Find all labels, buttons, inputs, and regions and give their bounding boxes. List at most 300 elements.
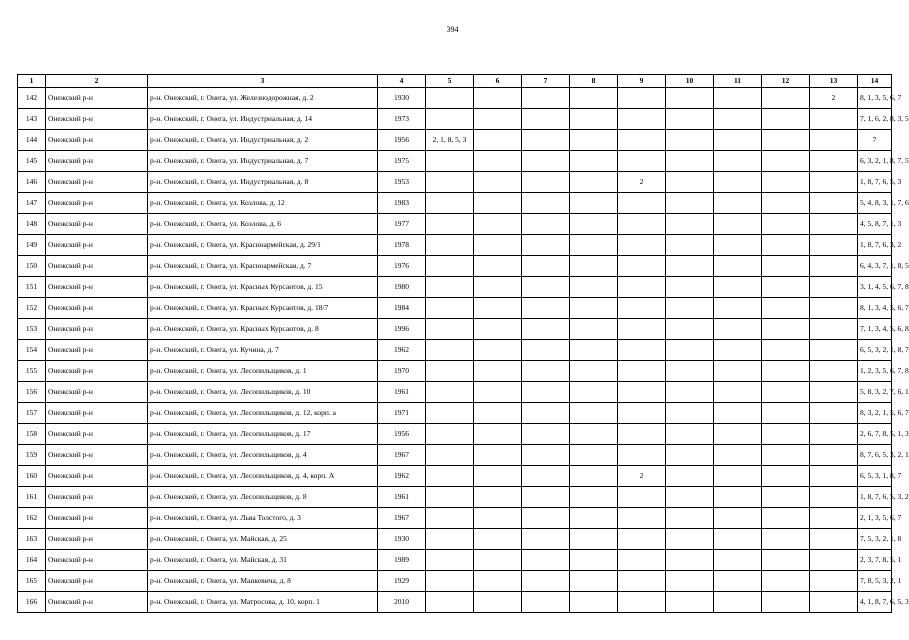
- table-cell-col-8: [570, 109, 618, 130]
- table-cell-col-2: Онежский р-н: [46, 277, 148, 298]
- table-cell-col-14: 1, 8, 7, 6, 5, 3, 2: [858, 487, 892, 508]
- table-cell-col-6: [474, 172, 522, 193]
- table-cell-col-4: 1983: [378, 193, 426, 214]
- table-cell-col-11: [714, 277, 762, 298]
- table-cell-col-7: [522, 256, 570, 277]
- table-cell-col-9: 2: [618, 172, 666, 193]
- table-cell-col-1: 143: [18, 109, 46, 130]
- table-cell-col-13: [810, 592, 858, 613]
- table-cell-col-9: [618, 487, 666, 508]
- table-cell-col-3: р-н. Онежский, г. Онега, ул. Индустриальная, д. 14: [148, 109, 378, 130]
- table-row: [18, 424, 892, 445]
- table-cell-col-9: [618, 193, 666, 214]
- table-row: [18, 298, 892, 319]
- table-cell-col-10: [666, 151, 714, 172]
- table-cell-col-7: [522, 487, 570, 508]
- table-cell-col-13: [810, 193, 858, 214]
- table-cell-col-13: [810, 172, 858, 193]
- table-cell-col-5: [426, 88, 474, 109]
- table-cell-col-12: [762, 151, 810, 172]
- table-cell-col-1: 165: [18, 571, 46, 592]
- table-cell-col-10: [666, 214, 714, 235]
- table-cell-col-4: 1975: [378, 151, 426, 172]
- table-cell-col-14: 2, 6, 7, 8, 5, 1, 3: [858, 424, 892, 445]
- table-row: [18, 214, 892, 235]
- table-cell-col-11: [714, 550, 762, 571]
- table-cell-col-13: 2: [810, 88, 858, 109]
- table-cell-col-12: [762, 382, 810, 403]
- table-cell-col-2: Онежский р-н: [46, 88, 148, 109]
- column-header: 1: [18, 75, 46, 88]
- table-cell-col-5: [426, 508, 474, 529]
- table-row: [18, 445, 892, 466]
- table-cell-col-3: р-н. Онежский, г. Онега, ул. Красных Курсантов, д. 8: [148, 319, 378, 340]
- table-cell-col-13: [810, 319, 858, 340]
- table-cell-col-11: [714, 382, 762, 403]
- table-cell-col-11: [714, 130, 762, 151]
- table-cell-col-12: [762, 319, 810, 340]
- table-cell-col-8: [570, 382, 618, 403]
- table-cell-col-9: [618, 88, 666, 109]
- table-cell-col-5: 2, 1, 8, 5, 3: [426, 130, 474, 151]
- table-cell-col-4: 1962: [378, 340, 426, 361]
- table-cell-col-10: [666, 529, 714, 550]
- column-header: 4: [378, 75, 426, 88]
- table-cell-col-8: [570, 130, 618, 151]
- table-cell-col-9: [618, 109, 666, 130]
- table-cell-col-5: [426, 319, 474, 340]
- table-cell-col-6: [474, 214, 522, 235]
- column-header: 12: [762, 75, 810, 88]
- table-cell-col-13: [810, 403, 858, 424]
- table-cell-col-7: [522, 277, 570, 298]
- table-cell-col-4: 1962: [378, 466, 426, 487]
- table-cell-col-10: [666, 340, 714, 361]
- table-cell-col-10: [666, 466, 714, 487]
- table-cell-col-6: [474, 235, 522, 256]
- table-cell-col-9: [618, 550, 666, 571]
- table-cell-col-7: [522, 403, 570, 424]
- table-cell-col-9: [618, 319, 666, 340]
- table-cell-col-4: 1970: [378, 361, 426, 382]
- table-cell-col-12: [762, 235, 810, 256]
- table-cell-col-7: [522, 235, 570, 256]
- table-cell-col-7: [522, 382, 570, 403]
- table-cell-col-8: [570, 592, 618, 613]
- table-cell-col-7: [522, 529, 570, 550]
- table-cell-col-5: [426, 193, 474, 214]
- table-cell-col-8: [570, 319, 618, 340]
- table-cell-col-2: Онежский р-н: [46, 151, 148, 172]
- table-cell-col-6: [474, 529, 522, 550]
- table-cell-col-10: [666, 88, 714, 109]
- table-cell-col-1: 150: [18, 256, 46, 277]
- table-cell-col-10: [666, 571, 714, 592]
- table-cell-col-2: Онежский р-н: [46, 508, 148, 529]
- table-cell-col-9: [618, 571, 666, 592]
- table-cell-col-10: [666, 592, 714, 613]
- table-cell-col-1: 148: [18, 214, 46, 235]
- table-cell-col-5: [426, 424, 474, 445]
- table-cell-col-2: Онежский р-н: [46, 424, 148, 445]
- table-cell-col-5: [426, 151, 474, 172]
- table-cell-col-7: [522, 508, 570, 529]
- table-cell-col-12: [762, 130, 810, 151]
- table-cell-col-8: [570, 361, 618, 382]
- table-cell-col-6: [474, 193, 522, 214]
- table-cell-col-1: 159: [18, 445, 46, 466]
- table-cell-col-12: [762, 193, 810, 214]
- table-cell-col-2: Онежский р-н: [46, 445, 148, 466]
- table-cell-col-13: [810, 550, 858, 571]
- table-cell-col-14: 8, 1, 3, 5, 6, 7: [858, 88, 892, 109]
- column-header: 8: [570, 75, 618, 88]
- table-cell-col-13: [810, 571, 858, 592]
- table-row: [18, 193, 892, 214]
- table-cell-col-14: 7, 5, 3, 2, 1, 8: [858, 529, 892, 550]
- table-cell-col-14: 2, 3, 7, 8, 5, 1: [858, 550, 892, 571]
- table-cell-col-3: р-н. Онежский, г. Онега, ул. Манкевича, д. 8: [148, 571, 378, 592]
- table-cell-col-6: [474, 550, 522, 571]
- table-cell-col-1: 152: [18, 298, 46, 319]
- table-cell-col-14: 8, 7, 6, 5, 3, 2, 1: [858, 445, 892, 466]
- table-cell-col-1: 158: [18, 424, 46, 445]
- table-cell-col-11: [714, 109, 762, 130]
- table-cell-col-12: [762, 214, 810, 235]
- table-cell-col-5: [426, 214, 474, 235]
- table-cell-col-3: р-н. Онежский, г. Онега, ул. Лесопильщиков, д. 10: [148, 382, 378, 403]
- table-cell-col-11: [714, 403, 762, 424]
- table-cell-col-9: [618, 382, 666, 403]
- column-header: 11: [714, 75, 762, 88]
- table-cell-col-10: [666, 445, 714, 466]
- table-cell-col-12: [762, 466, 810, 487]
- table-cell-col-6: [474, 298, 522, 319]
- table-cell-col-10: [666, 424, 714, 445]
- table-cell-col-2: Онежский р-н: [46, 319, 148, 340]
- table-cell-col-9: [618, 214, 666, 235]
- table-cell-col-14: 6, 3, 2, 1, 8, 7, 5: [858, 151, 892, 172]
- table-cell-col-12: [762, 592, 810, 613]
- table-cell-col-6: [474, 508, 522, 529]
- table-cell-col-3: р-н. Онежский, г. Онега, ул. Льва Толстого, д. 3: [148, 508, 378, 529]
- table-cell-col-13: [810, 151, 858, 172]
- table-cell-col-6: [474, 424, 522, 445]
- table-cell-col-13: [810, 235, 858, 256]
- table-cell-col-5: [426, 592, 474, 613]
- column-header: 2: [46, 75, 148, 88]
- table-cell-col-12: [762, 298, 810, 319]
- table-cell-col-13: [810, 508, 858, 529]
- table-cell-col-9: [618, 508, 666, 529]
- table-cell-col-7: [522, 592, 570, 613]
- table-cell-col-6: [474, 445, 522, 466]
- table-cell-col-13: [810, 277, 858, 298]
- table-cell-col-1: 145: [18, 151, 46, 172]
- table-cell-col-8: [570, 256, 618, 277]
- table-cell-col-2: Онежский р-н: [46, 109, 148, 130]
- column-header: 7: [522, 75, 570, 88]
- table-cell-col-9: [618, 130, 666, 151]
- table-cell-col-5: [426, 361, 474, 382]
- table-row: [18, 592, 892, 613]
- table-cell-col-14: 1, 2, 3, 5, 6, 7, 8: [858, 361, 892, 382]
- table-cell-col-2: Онежский р-н: [46, 298, 148, 319]
- table-cell-col-3: р-н. Онежский, г. Онега, ул. Лесопильщиков, д. 8: [148, 487, 378, 508]
- table-cell-col-7: [522, 130, 570, 151]
- table-cell-col-13: [810, 445, 858, 466]
- table-cell-col-12: [762, 172, 810, 193]
- table-cell-col-6: [474, 592, 522, 613]
- table-cell-col-12: [762, 424, 810, 445]
- table-cell-col-5: [426, 550, 474, 571]
- column-header: 9: [618, 75, 666, 88]
- table-row: [18, 88, 892, 109]
- table-cell-col-12: [762, 277, 810, 298]
- table-row: [18, 172, 892, 193]
- table-cell-col-2: Онежский р-н: [46, 361, 148, 382]
- table-cell-col-13: [810, 424, 858, 445]
- table-cell-col-3: р-н. Онежский, г. Онега, ул. Майская, д. 25: [148, 529, 378, 550]
- table-row: [18, 340, 892, 361]
- table-cell-col-11: [714, 151, 762, 172]
- table-cell-col-13: [810, 361, 858, 382]
- table-cell-col-12: [762, 550, 810, 571]
- table-cell-col-3: р-н. Онежский, г. Онега, ул. Лесопильщиков, д. 4, корп. А: [148, 466, 378, 487]
- table-cell-col-1: 151: [18, 277, 46, 298]
- table-cell-col-1: 155: [18, 361, 46, 382]
- table-cell-col-8: [570, 340, 618, 361]
- column-header: 14: [858, 75, 892, 88]
- table-cell-col-14: 1, 8, 7, 6, 5, 3: [858, 172, 892, 193]
- table-cell-col-2: Онежский р-н: [46, 466, 148, 487]
- table-cell-col-3: р-н. Онежский, г. Онега, ул. Красноармейская, д. 29/1: [148, 235, 378, 256]
- table-cell-col-2: Онежский р-н: [46, 571, 148, 592]
- table-cell-col-9: [618, 424, 666, 445]
- table-cell-col-1: 154: [18, 340, 46, 361]
- table-cell-col-11: [714, 487, 762, 508]
- table-cell-col-10: [666, 130, 714, 151]
- table-cell-col-4: 1930: [378, 529, 426, 550]
- table-cell-col-11: [714, 445, 762, 466]
- table-cell-col-7: [522, 571, 570, 592]
- table-cell-col-2: Онежский р-н: [46, 550, 148, 571]
- table-row: [18, 382, 892, 403]
- column-header: 13: [810, 75, 858, 88]
- table-cell-col-2: Онежский р-н: [46, 130, 148, 151]
- table-cell-col-3: р-н. Онежский, г. Онега, ул. Козлова, д. 6: [148, 214, 378, 235]
- table-cell-col-1: 147: [18, 193, 46, 214]
- table-cell-col-6: [474, 571, 522, 592]
- table-cell-col-14: 2, 1, 3, 5, 6, 7: [858, 508, 892, 529]
- table-cell-col-8: [570, 214, 618, 235]
- table-cell-col-14: 5, 8, 3, 2, 7, 6, 1: [858, 382, 892, 403]
- table-cell-col-1: 153: [18, 319, 46, 340]
- table-cell-col-10: [666, 256, 714, 277]
- table-cell-col-8: [570, 424, 618, 445]
- table-cell-col-5: [426, 487, 474, 508]
- table-cell-col-10: [666, 277, 714, 298]
- table-row: [18, 130, 892, 151]
- table-row: [18, 256, 892, 277]
- table-cell-col-11: [714, 571, 762, 592]
- table-cell-col-5: [426, 571, 474, 592]
- table-cell-col-4: 1961: [378, 487, 426, 508]
- table-cell-col-13: [810, 256, 858, 277]
- table-cell-col-10: [666, 193, 714, 214]
- table-cell-col-11: [714, 193, 762, 214]
- table-cell-col-8: [570, 571, 618, 592]
- table-row: [18, 529, 892, 550]
- table-cell-col-11: [714, 235, 762, 256]
- table-cell-col-3: р-н. Онежский, г. Онега, ул. Индустриальная, д. 7: [148, 151, 378, 172]
- table-cell-col-4: 1967: [378, 445, 426, 466]
- table-cell-col-7: [522, 298, 570, 319]
- table-cell-col-1: 146: [18, 172, 46, 193]
- table-cell-col-8: [570, 298, 618, 319]
- table-cell-col-6: [474, 319, 522, 340]
- table-cell-col-2: Онежский р-н: [46, 256, 148, 277]
- table-cell-col-4: 1989: [378, 550, 426, 571]
- table-cell-col-3: р-н. Онежский, г. Онега, ул. Индустриальная, д. 8: [148, 172, 378, 193]
- table-cell-col-1: 162: [18, 508, 46, 529]
- table-cell-col-2: Онежский р-н: [46, 193, 148, 214]
- table-cell-col-7: [522, 424, 570, 445]
- page-number: 394: [446, 25, 459, 34]
- table-cell-col-9: [618, 151, 666, 172]
- table-cell-col-14: 4, 1, 8, 7, 6, 5, 3: [858, 592, 892, 613]
- column-header: 3: [148, 75, 378, 88]
- table-cell-col-5: [426, 277, 474, 298]
- table-cell-col-4: 1956: [378, 424, 426, 445]
- table-cell-col-4: 1996: [378, 319, 426, 340]
- table-cell-col-11: [714, 172, 762, 193]
- table-cell-col-7: [522, 88, 570, 109]
- table-cell-col-3: р-н. Онежский, г. Онега, ул. Лесопильщиков, д. 12, корп. а: [148, 403, 378, 424]
- table-cell-col-13: [810, 109, 858, 130]
- table-cell-col-9: [618, 361, 666, 382]
- table-cell-col-12: [762, 109, 810, 130]
- table-row: [18, 466, 892, 487]
- table-cell-col-11: [714, 361, 762, 382]
- table-cell-col-10: [666, 172, 714, 193]
- table-cell-col-10: [666, 361, 714, 382]
- table-cell-col-5: [426, 340, 474, 361]
- table-cell-col-5: [426, 382, 474, 403]
- table-cell-col-14: 7, 8, 5, 3, 2, 1: [858, 571, 892, 592]
- table-cell-col-13: [810, 130, 858, 151]
- table-cell-col-14: 7, 1, 6, 2, 8, 3, 5: [858, 109, 892, 130]
- table-cell-col-1: 149: [18, 235, 46, 256]
- table-cell-col-9: [618, 277, 666, 298]
- table-cell-col-4: 1956: [378, 130, 426, 151]
- table-cell-col-4: 2010: [378, 592, 426, 613]
- table-cell-col-1: 164: [18, 550, 46, 571]
- table-cell-col-3: р-н. Онежский, г. Онега, ул. Красноармейская, д. 7: [148, 256, 378, 277]
- table-cell-col-1: 144: [18, 130, 46, 151]
- table-cell-col-12: [762, 88, 810, 109]
- table-cell-col-5: [426, 529, 474, 550]
- table-cell-col-4: 1977: [378, 214, 426, 235]
- table-cell-col-11: [714, 340, 762, 361]
- table-cell-col-5: [426, 109, 474, 130]
- table-cell-col-6: [474, 151, 522, 172]
- table-cell-col-1: 160: [18, 466, 46, 487]
- table-row: [18, 508, 892, 529]
- table-cell-col-2: Онежский р-н: [46, 403, 148, 424]
- table-cell-col-10: [666, 235, 714, 256]
- table-cell-col-2: Онежский р-н: [46, 172, 148, 193]
- table-cell-col-12: [762, 403, 810, 424]
- table-cell-col-6: [474, 361, 522, 382]
- table-cell-col-14: 4, 5, 8, 7, 1, 3: [858, 214, 892, 235]
- table-cell-col-3: р-н. Онежский, г. Онега, ул. Железнодорожная, д. 2: [148, 88, 378, 109]
- table-cell-col-4: 1973: [378, 109, 426, 130]
- column-header: 6: [474, 75, 522, 88]
- table-cell-col-6: [474, 88, 522, 109]
- table-cell-col-3: р-н. Онежский, г. Онега, ул. Козлова, д. 12: [148, 193, 378, 214]
- table-cell-col-1: 163: [18, 529, 46, 550]
- table-cell-col-6: [474, 403, 522, 424]
- table-cell-col-8: [570, 277, 618, 298]
- table-cell-col-14: 8, 1, 3, 4, 5, 6, 7: [858, 298, 892, 319]
- table-cell-col-4: 1953: [378, 172, 426, 193]
- table-cell-col-6: [474, 109, 522, 130]
- table-cell-col-8: [570, 508, 618, 529]
- table-cell-col-13: [810, 466, 858, 487]
- table-cell-col-3: р-н. Онежский, г. Онега, ул. Лесопильщиков, д. 1: [148, 361, 378, 382]
- table-cell-col-10: [666, 550, 714, 571]
- table-cell-col-14: 6, 4, 3, 7, 1, 8, 5: [858, 256, 892, 277]
- table-cell-col-7: [522, 445, 570, 466]
- table-row: [18, 403, 892, 424]
- table-cell-col-8: [570, 445, 618, 466]
- table-cell-col-9: [618, 256, 666, 277]
- table-cell-col-3: р-н. Онежский, г. Онега, ул. Матросова, д. 10, корп. 1: [148, 592, 378, 613]
- table-cell-col-11: [714, 319, 762, 340]
- table-cell-col-4: 1978: [378, 235, 426, 256]
- table-cell-col-7: [522, 340, 570, 361]
- housing-table: [17, 74, 909, 613]
- table-cell-col-4: 1980: [378, 277, 426, 298]
- table-cell-col-3: р-н. Онежский, г. Онега, ул. Красных Курсантов, д. 18/7: [148, 298, 378, 319]
- table-cell-col-11: [714, 592, 762, 613]
- table-cell-col-8: [570, 193, 618, 214]
- table-cell-col-9: [618, 340, 666, 361]
- table-cell-col-9: 2: [618, 466, 666, 487]
- table-cell-col-14: 7: [858, 130, 892, 151]
- table-cell-col-13: [810, 298, 858, 319]
- table-row: [18, 109, 892, 130]
- table-cell-col-4: 1961: [378, 382, 426, 403]
- table-cell-col-8: [570, 235, 618, 256]
- table-cell-col-8: [570, 487, 618, 508]
- table-cell-col-12: [762, 529, 810, 550]
- table-cell-col-11: [714, 466, 762, 487]
- table-cell-col-5: [426, 256, 474, 277]
- table-cell-col-7: [522, 193, 570, 214]
- table-cell-col-9: [618, 592, 666, 613]
- table-row: [18, 277, 892, 298]
- table-cell-col-13: [810, 487, 858, 508]
- table-row: [18, 319, 892, 340]
- table-cell-col-10: [666, 403, 714, 424]
- table-cell-col-11: [714, 529, 762, 550]
- table-cell-col-13: [810, 214, 858, 235]
- table-cell-col-14: 1, 8, 7, 6, 3, 2: [858, 235, 892, 256]
- table-cell-col-3: р-н. Онежский, г. Онега, ул. Майская, д. 31: [148, 550, 378, 571]
- table-cell-col-2: Онежский р-н: [46, 487, 148, 508]
